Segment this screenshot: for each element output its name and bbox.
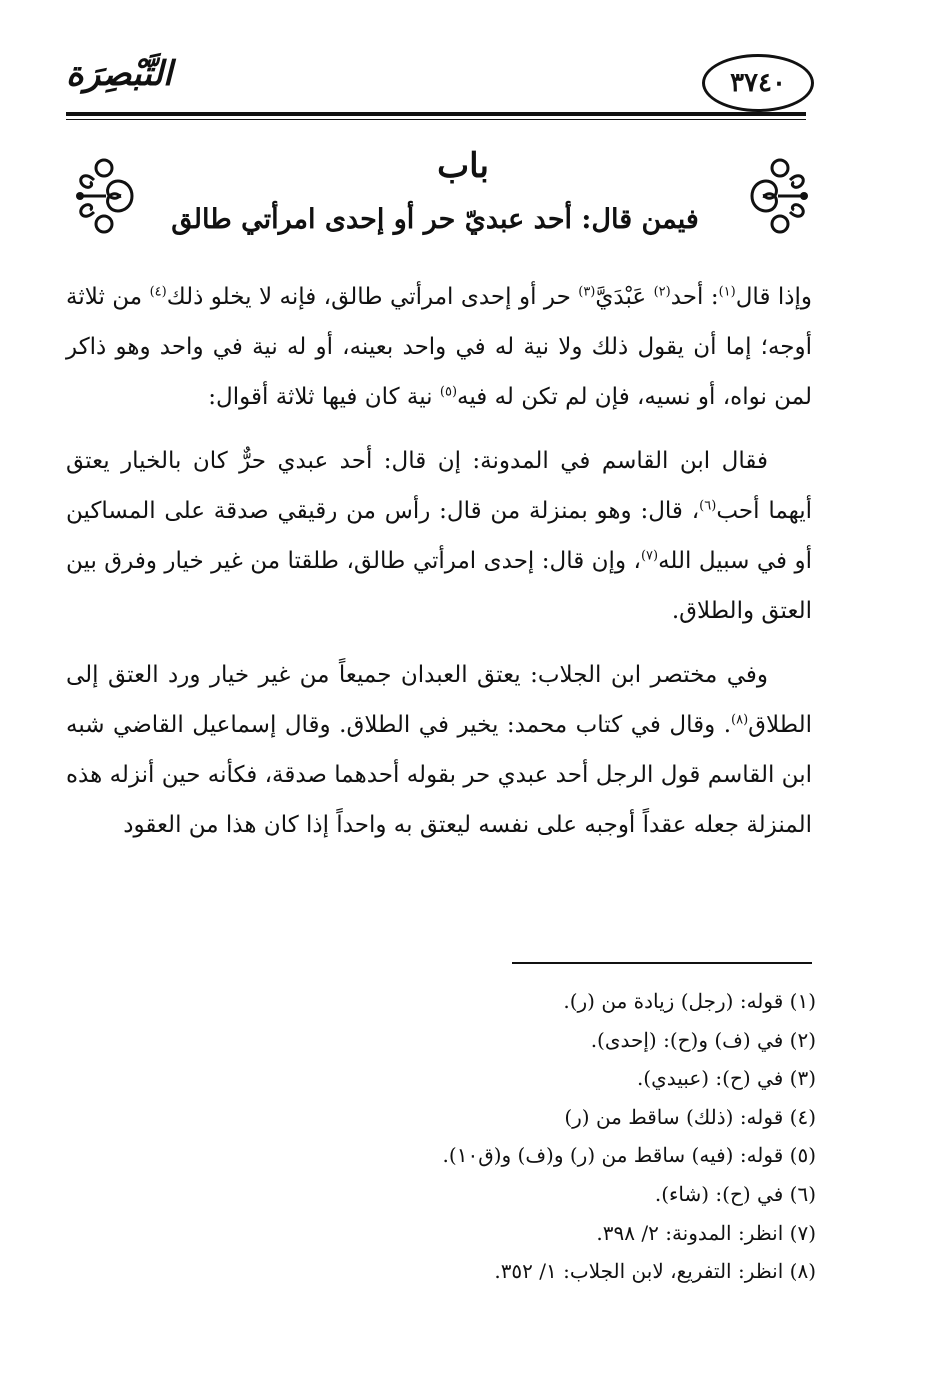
text-run: وفي مختصر ابن الجلاب: يعتق العبدان جميعاً من غير خيار ورد العتق إلى الطلاق <box>66 662 812 738</box>
text-run: حر أو إحدى امرأتي طالق، فإنه لا يخلو ذلك <box>166 284 579 310</box>
footnote-item: (٦) في (ح): (شاء). <box>654 1181 816 1206</box>
footnote-ref: (٤) <box>149 284 167 300</box>
footnote-item: (٤) قوله: (ذلك) ساقط من (ر) <box>564 1104 816 1129</box>
text-run: وإذا قال <box>735 284 812 310</box>
text-run: عَبْدَيَّ <box>595 284 654 310</box>
footnote-item: (٧) انظر: المدونة: ٢/ ٣٩٨. <box>596 1220 816 1245</box>
footnote-ref: (٣) <box>578 284 596 300</box>
page-number-badge <box>702 54 814 112</box>
paragraph-3 <box>66 650 812 850</box>
footnote-ref: (٢) <box>653 284 671 300</box>
chapter-label: باب <box>437 146 489 186</box>
page-number: ٣٧٤٠ <box>730 68 786 98</box>
paragraph-1 <box>66 272 812 422</box>
footnote-separator <box>512 962 812 964</box>
header-rule <box>66 112 806 116</box>
text-run: : أحد <box>670 284 719 310</box>
paragraph-2 <box>66 436 812 636</box>
footnote-item: (٣) في (ح): (عبيدي). <box>636 1066 816 1091</box>
footnote-ref: (٦) <box>699 498 717 514</box>
footnote-item: (١) قوله: (رجل) زيادة من (ر). <box>563 989 816 1013</box>
footnote-ref: (٨) <box>731 712 749 728</box>
text-run: من ثلاثة أوجه؛ إما أن يقول ذلك ولا نية له في واحد بعينه، أو له نية في واحد وهو ذاكر لمن نواه، أو نسيه، فإن لم تكن له فيه <box>66 284 812 410</box>
text-run: ، وإن قال: إحدى امرأتي طالق، طلقتا من غير خيار وفرق بين العتق والطلاق. <box>66 548 812 624</box>
chapter-title: فيمن قال: أحد عبديّ حر أو إحدى امرأتي طالق <box>171 204 699 235</box>
footnote-ref: (٥) <box>439 384 458 400</box>
running-title: التَّبْصِرَة <box>66 54 173 94</box>
text-run: ، قال: وهو بمنزلة من قال: رأس من رقيقي صدقة على المساكين أو في سبيل الله <box>66 498 812 574</box>
body-text <box>66 272 812 864</box>
text-run: فقال ابن القاسم في المدونة: إن قال: أحد عبدي حرٌّ كان بالخيار يعتق أيهما أحب <box>66 448 813 524</box>
footnote-item: (٢) في (ف) و(ح): (إحدى). <box>590 1027 816 1052</box>
header-rule-thin <box>66 119 806 120</box>
footnote-ref: (٧) <box>640 548 659 564</box>
text-run: . وقال في كتاب محمد: يخير في الطلاق. وقال إسماعيل القاضي شبه ابن القاسم قول الرجل أحد عبدي حر بقوله أحدهما صدقة، فكأنه حين أنزله هذه المنزلة جعله عقداً أوجبه على نفسه ليعتق به واحداً إذا كان هذا من العقود <box>66 712 812 838</box>
footnote-ref: (١) <box>718 284 736 300</box>
footnote-item: (٨) انظر: التفريع، لابن الجلاب: ١/ ٣٥٢. <box>494 1259 816 1284</box>
text-run: نية كان فيها ثلاثة أقوال: <box>208 384 440 410</box>
footnote-item: (٥) قوله: (فيه) ساقط من (ر) و(ف) و(ق١٠). <box>442 1143 816 1168</box>
footnotes <box>66 982 816 1291</box>
